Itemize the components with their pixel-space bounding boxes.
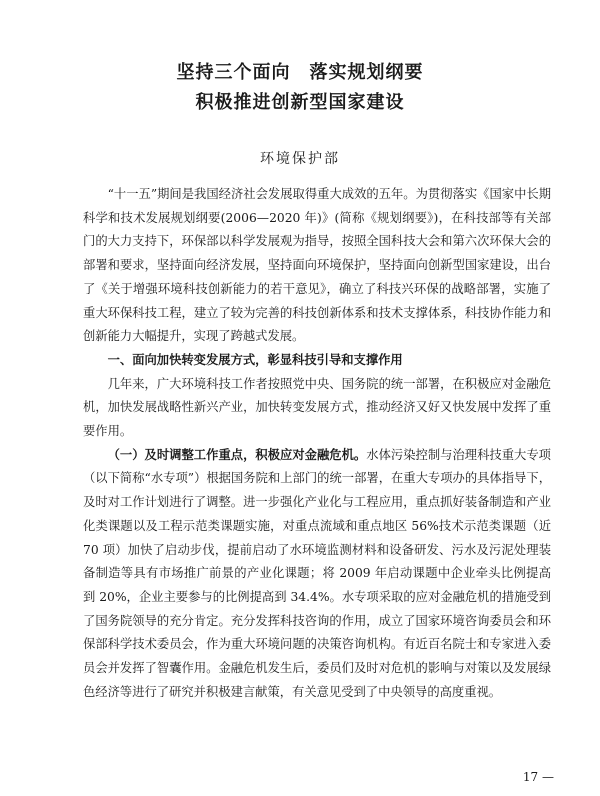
page-number: 17 —: [522, 770, 554, 784]
section-heading: 一、面向加快转变发展方式，彰显科技引导和支撑作用: [107, 352, 403, 367]
title-line-2: 积极推进创新型国家建设: [195, 92, 405, 113]
section-paragraph: 几年来，广大环境科技工作者按照党中央、国务院的统一部署，在积极应对金融危机，加快发展战略性新兴产业，加快转变发展方式，推动经济又好又快发展中发挥了重要作用。: [83, 376, 551, 439]
title-line-1: 坚持三个面向 落实规划纲要: [176, 62, 424, 83]
item-lead: （一）及时调整工作重点，积极应对金融危机。: [107, 447, 367, 462]
item-paragraph: [83, 444, 551, 705]
author: 环境保护部: [260, 151, 340, 167]
item-body: 水体污染控制与治理科技重大专项（以下简称“水专项”）根据国务院和上部门的统一部署，在重大专项办的具体指导下，及时对工作计划进行了调整。进一步强化产业化与工程应用，重点抓好装备制造和产业化类课题以及工程示范类课题实施，对重点流域和重点地区 56%技术示范类课题（近 70 项）加快了启动步伐，提前启动了水环境监测材料和设备研发、污水及污泥处理装备制造等具有市场推广前景的产业化课题；将 2009 年启动课题中企业牵头比例提高到 20%，企业主要参与的比例提高到 34.4%。水专项采取的应对金融危机的措施受到了国务院领导的充分肯定。充分发挥科技咨询的作用，成立了国家环境咨询委员会和环保部科学技术委员会，作为重大环境问题的决策咨询机构。有近百名院士和专家进入委员会并发挥了智囊作用。金融危机发生后，委员们及时对危机的影响与对策以及发展绿色经济等进行了研究并积极建言献策，有关意见受到了中央领导的高度重视。: [83, 447, 551, 699]
intro-paragraph: “十一五”期间是我国经济社会发展取得重大成效的五年。为贯彻落实《国家中长期科学和技术发展规划纲要(2006—2020 年)》(简称《规划纲要》)，在科技部等有关部门的大力支持下，环保部以科学发展观为指导，按照全国科技大会和第六次环保大会的部署和要求，坚持面向经济发展，坚持面向环境保护，坚持面向创新型国家建设，出台了《关于增强环境科技创新能力的若干意见》，确立了科技兴环保的战略部署，实施了重大环保科技工程，建立了较为完善的科技创新体系和技术支撑体系，科技协作能力和创新能力大幅提升，实现了跨越式发展。: [83, 187, 551, 344]
article-body: [83, 183, 551, 704]
